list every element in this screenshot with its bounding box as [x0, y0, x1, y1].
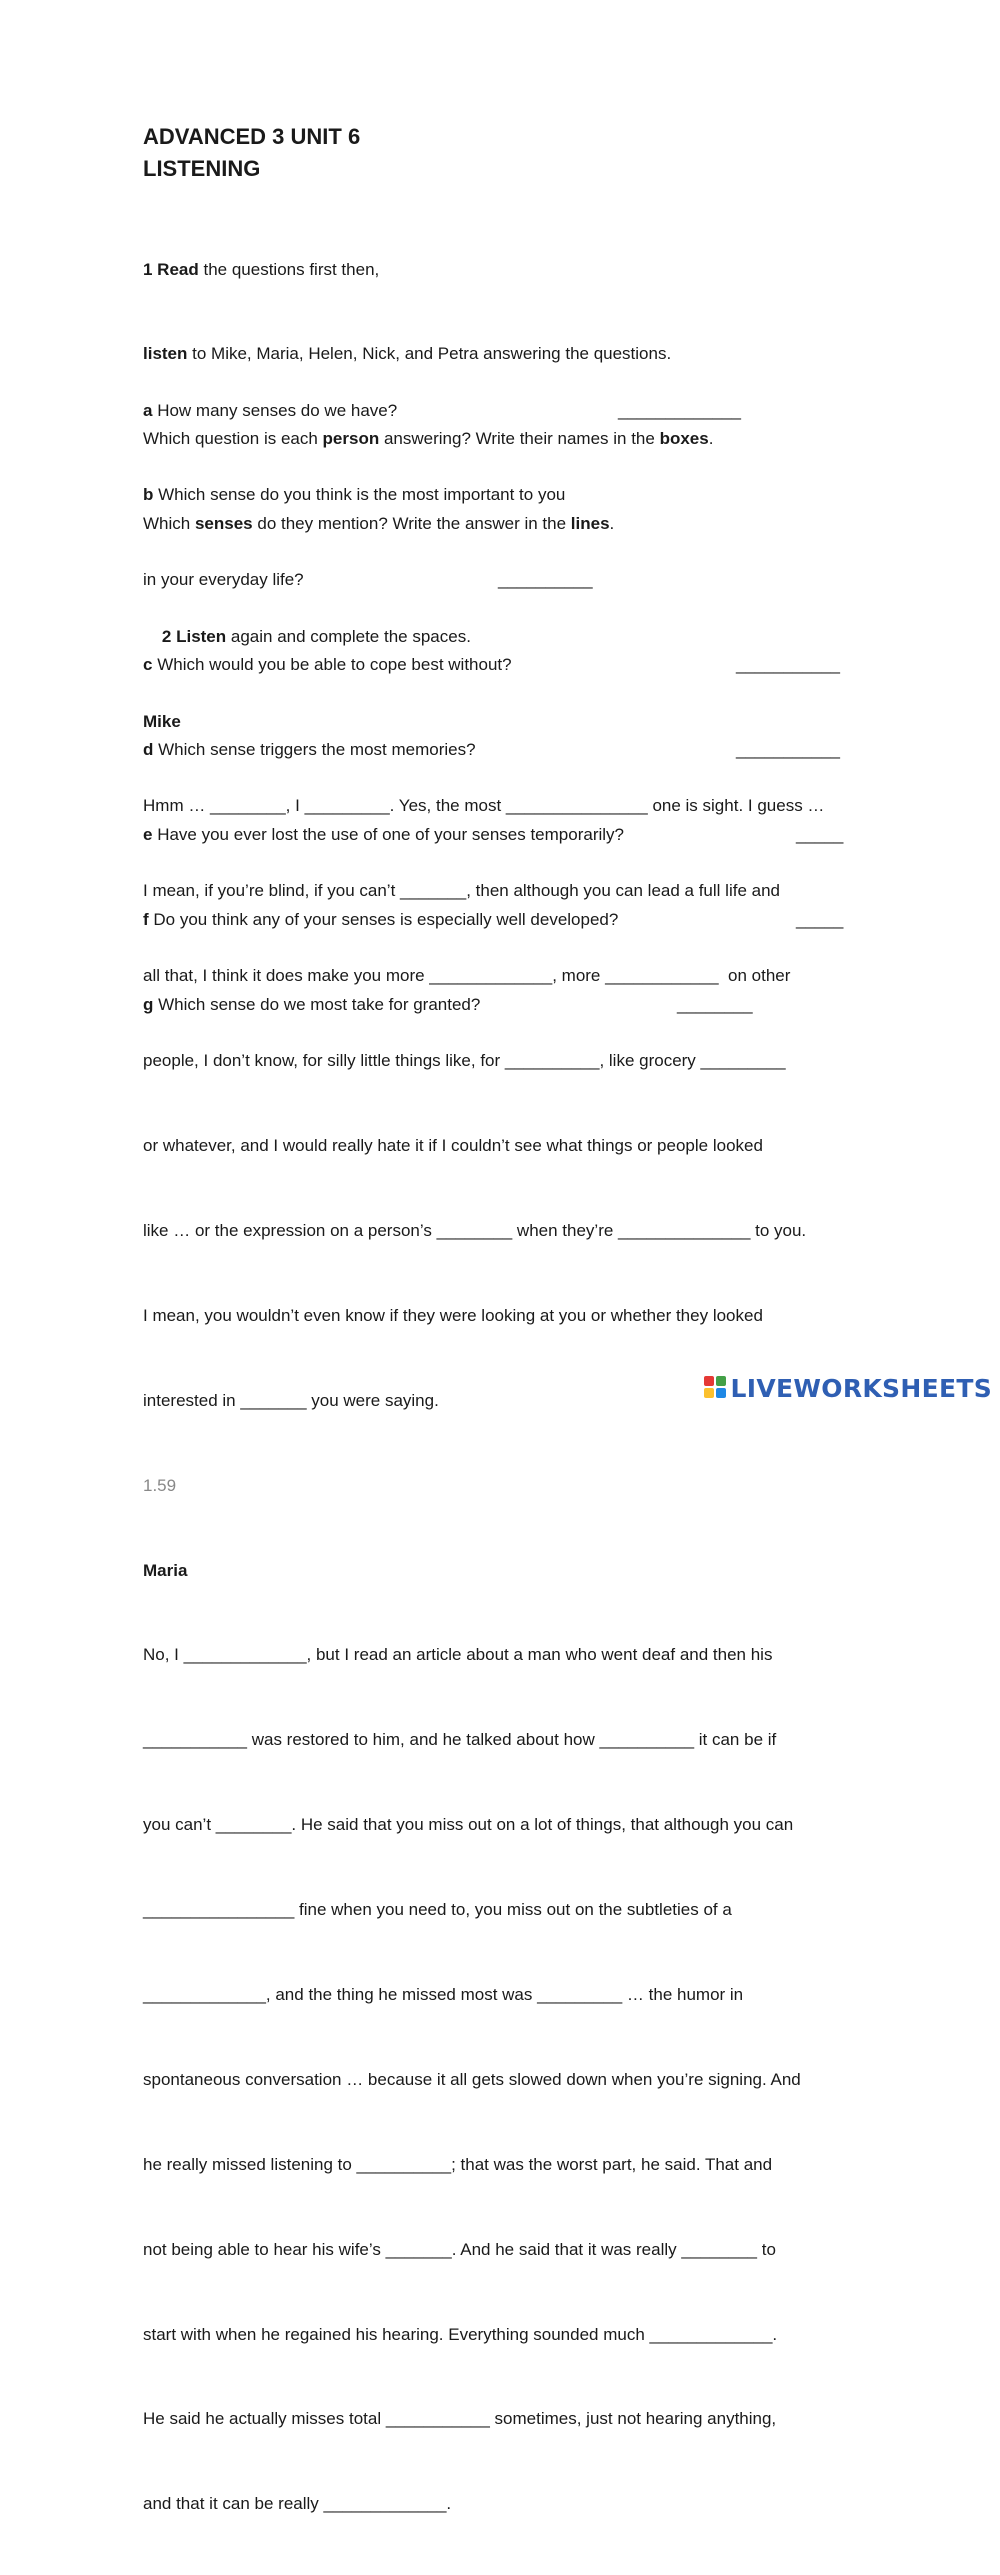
mike-section — [143, 651, 824, 2575]
maria-line[interactable]: He said he actually misses total ___________ sometimes, just not hearing anything, — [143, 2409, 777, 2429]
maria-line[interactable]: you can’t ________. He said that you miss out on a lot of things, that although you can — [143, 1815, 794, 1835]
instruction-line-3: Which question is each person answering? Write their names in the boxes. — [143, 429, 714, 449]
question-a: a How many senses do we have? _____________ — [143, 397, 863, 425]
liveworksheets-logo[interactable] — [704, 1371, 992, 1405]
answer-line-e[interactable]: _____ — [796, 825, 844, 845]
question-d: d Which sense triggers the most memories? ___________ — [143, 736, 863, 764]
maria-line[interactable]: _____________, and the thing he missed most was _________ … the humor in — [143, 1984, 744, 2004]
title-line-2: LISTENING — [143, 156, 261, 181]
question-b-continued: in your everyday life? __________ — [143, 566, 863, 594]
answer-line-g[interactable]: ________ — [677, 994, 753, 1014]
logo-square — [704, 1376, 714, 1386]
logo-square — [716, 1376, 726, 1386]
speaker-name-maria: Maria — [143, 1560, 188, 1580]
answer-line-b[interactable]: __________ — [498, 570, 593, 590]
question-g: g Which sense do we most take for granted? ________ — [143, 991, 863, 1019]
mike-line[interactable]: Hmm … ________, I _________. Yes, the most _______________ one is sight. I guess … — [143, 796, 825, 816]
maria-line[interactable]: ___________ was restored to him, and he talked about how __________ it can be if — [143, 1730, 777, 1750]
logo-square — [716, 1388, 726, 1398]
mike-line: or whatever, and I would really hate it if I couldn’t see what things or people looked — [143, 1136, 763, 1156]
answer-line-c[interactable]: ___________ — [736, 655, 841, 675]
mike-line[interactable]: like … or the expression on a person’s ________ when they’re ______________ to you. — [143, 1220, 807, 1240]
mike-line[interactable]: I mean, if you’re blind, if you can’t _______, then although you can lead a full life and — [143, 881, 780, 901]
title-line-1: ADVANCED 3 UNIT 6 — [143, 124, 361, 149]
mike-line[interactable]: all that, I think it does make you more _____________, more ____________ on other — [143, 966, 791, 986]
maria-line: spontaneous conversation … because it all gets slowed down when you’re signing. And — [143, 2069, 801, 2089]
question-c: c Which would you be able to cope best without? ___________ — [143, 651, 863, 679]
speaker-name-mike: Mike — [143, 711, 181, 731]
track-reference: 1.59 — [143, 1475, 177, 1495]
question-b: b Which sense do you think is the most important to you — [143, 485, 566, 505]
answer-line-d[interactable]: ___________ — [736, 740, 841, 760]
maria-line[interactable]: he really missed listening to __________; that was the worst part, he said. That and — [143, 2154, 773, 2174]
question-e: e Have you ever lost the use of one of your senses temporarily? _____ — [143, 821, 863, 849]
mike-line[interactable]: people, I don’t know, for silly little things like, for __________, like grocery _________ — [143, 1051, 786, 1071]
maria-line[interactable]: ________________ fine when you need to, you miss out on the subtleties of a — [143, 1900, 732, 1920]
maria-line[interactable]: not being able to hear his wife’s _______. And he said that it was really ________ to — [143, 2239, 776, 2259]
logo-text: LIVEWORKSHEETS — [730, 1373, 992, 1403]
answer-line-f[interactable]: _____ — [796, 909, 844, 929]
section-2-heading: 2 Listen again and complete the spaces. — [161, 627, 471, 647]
instruction-line-2: listen to Mike, Maria, Helen, Nick, and Petra answering the questions. — [143, 344, 672, 364]
logo-square — [704, 1388, 714, 1398]
mike-line: I mean, you wouldn’t even know if they were looking at you or whether they looked — [143, 1305, 763, 1325]
question-f: f Do you think any of your senses is especially well developed? _____ — [143, 906, 863, 934]
maria-line[interactable]: No, I _____________, but I read an article about a man who went deaf and then his — [143, 1645, 773, 1665]
instruction-line-4: Which senses do they mention? Write the answer in the lines. — [143, 514, 615, 534]
mike-line[interactable]: interested in _______ you were saying. — [143, 1390, 439, 1410]
page-title — [143, 121, 360, 185]
instruction-line-1: 1 Read the questions first then, — [143, 259, 380, 279]
answer-line-a[interactable]: _____________ — [618, 400, 741, 420]
maria-line[interactable]: and that it can be really _____________. — [143, 2494, 452, 2514]
logo-mark-icon — [704, 1376, 728, 1400]
maria-line[interactable]: start with when he regained his hearing. Everything sounded much _____________. — [143, 2324, 778, 2344]
